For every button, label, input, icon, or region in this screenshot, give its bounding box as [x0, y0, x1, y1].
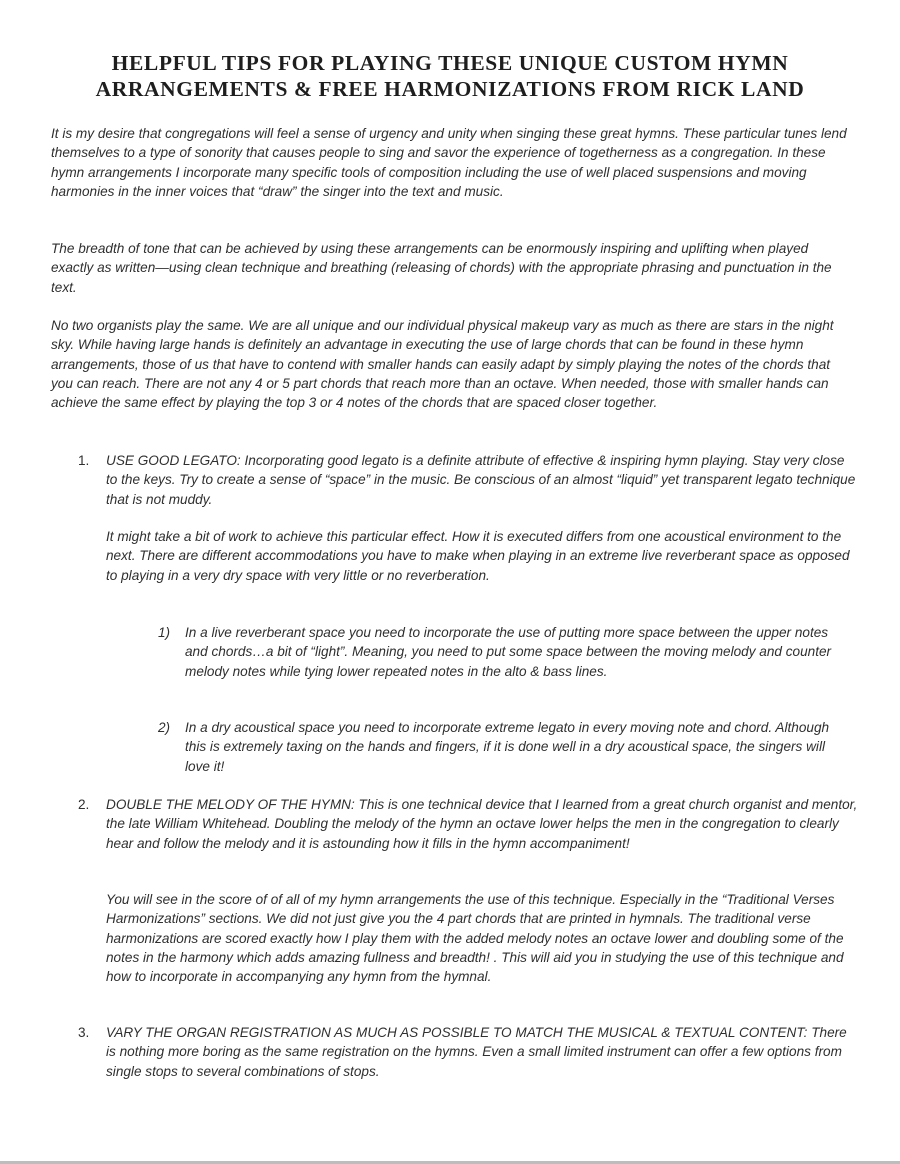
intro-paragraph-2: The breadth of tone that can be achieved by using these arrangements can be enormously inspiring and uplifting when played exactly as written—using clean technique and breathing (releasing of chords) with the appropriate phrasing and punctuation in the text. — [51, 241, 832, 295]
tip-number: 2. — [78, 797, 90, 812]
intro-paragraph-3: No two organists play the same. We are all unique and our individual physical makeup vary as much as there are stars in the night sky. While having large hands is definitely an advantage in executing the use of large chords that can be found in these hymn arrangements, those of us that have to contend with smaller hands can easily adapt by simply playing the notes of the chords that you can reach. There are not any 4 or 5 part chords that reach more than an octave. When needed, those with smaller hands can achieve the same effect by playing the top 3 or 4 notes of the chords that are spaced closer together. — [51, 318, 834, 411]
subtip-number: 2) — [158, 720, 171, 735]
subtip-text: In a live reverberant space you need to incorporate the use of putting more space between the upper notes and chords…a bit of “light”. Meaning, you need to put some space between the moving melody and counter melody notes while tying lower repeated notes in the alto & bass lines. — [185, 625, 832, 679]
tip-number: 1. — [78, 453, 90, 468]
page-title — [40, 50, 860, 102]
subtip-item-2 — [158, 718, 848, 776]
title-line-1: HELPFUL TIPS FOR PLAYING THESE UNIQUE CUSTOM HYMN — [111, 51, 789, 75]
tip-text-continued: It might take a bit of work to achieve this particular effect. How it is executed differs from one acoustical environment to the next. There are different accommodations you have to make when playing in an extreme live reverberant space as opposed to playing in a very dry space with very little or no reverberation. — [106, 529, 850, 583]
tip-text: VARY THE ORGAN REGISTRATION AS MUCH AS POSSIBLE TO MATCH THE MUSICAL & TEXTUAL CONTENT: There is nothing more boring as the same registration on the hymns. Even a small limited instrument can offer a few options from single stops to several combinations of stops. — [106, 1025, 847, 1079]
intro-paragraph-1: It is my desire that congregations will feel a sense of urgency and unity when singing these great hymns. These particular tunes lend themselves to a type of sonority that causes people to sing and savor the experience of togetherness as a congregation. In these hymn arrangements I incorporate many specific tools of composition including the use of well placed suspensions and moving harmonies in the inner voices that “draw” the singer into the text and music. — [51, 126, 847, 199]
subtip-item-1 — [158, 623, 848, 681]
title-line-2: ARRANGEMENTS & FREE HARMONIZATIONS FROM RICK LAND — [95, 77, 805, 101]
tip-item-1 — [78, 451, 858, 528]
tip-text-continued: You will see in the score of of all of my hymn arrangements the use of this technique. Especially in the “Traditional Verses Harmonizations” sections. We did not just give you the 4 part chords that are printed in hymnals. The traditional verse harmonizations are scored exactly how I play them with the added melody notes an octave lower and doubling some of the notes in the harmony which adds amazing fullness and breadth! . This will aid you in studying the use of this technique and how to incorporate in accompanying any hymn from the hymnal. — [106, 892, 844, 985]
tip-item-1-continued — [78, 527, 858, 604]
tip-text: USE GOOD LEGATO: Incorporating good legato is a definite attribute of effective & inspiring hymn playing. Stay very close to the keys. Try to create a sense of “space” in the music. Be conscious of an almost “liquid” yet transparent legato technique that is not muddy. — [106, 453, 856, 507]
subtip-text: In a dry acoustical space you need to incorporate extreme legato in every moving note and chord. Although this is extremely taxing on the hands and fingers, if it is done well in a dry acoustical space, the singers will love it! — [185, 720, 830, 774]
tip-item-2 — [78, 795, 858, 872]
tip-item-3 — [78, 1023, 858, 1100]
tip-text: DOUBLE THE MELODY OF THE HYMN: This is one technical device that I learned from a great church organist and mentor, the late William Whitehead. Doubling the melody of the hymn an octave lower helps the men in the congregation to clearly hear and follow the melody and it is astounding how it fills in the hymn accompaniment! — [106, 797, 858, 851]
subtip-number: 1) — [158, 625, 171, 640]
tip-item-2-continued — [78, 890, 858, 1005]
tip-number: 3. — [78, 1025, 90, 1040]
